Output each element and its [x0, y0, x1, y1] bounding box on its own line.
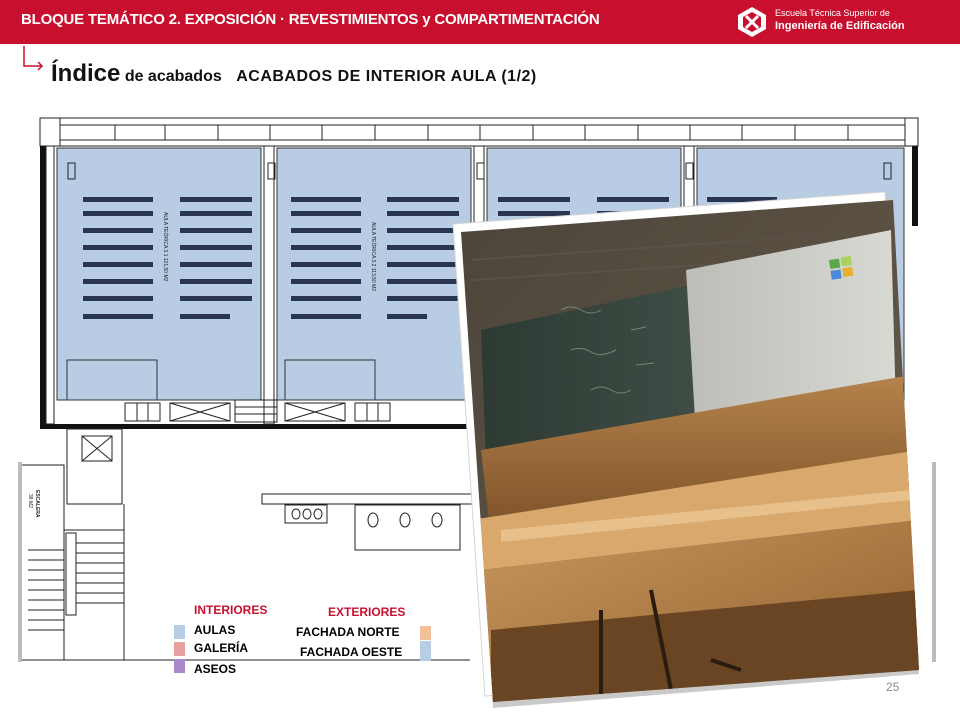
legend-label-aulas: AULAS: [194, 623, 236, 637]
legend-exteriores-title: EXTERIORES: [328, 605, 406, 619]
legend-label-galeria: GALERÍA: [194, 641, 248, 655]
title-main: Índice: [51, 60, 121, 87]
window-mullions: [115, 125, 848, 140]
wc-fixtures: [292, 509, 442, 527]
aula-1-fill: [57, 148, 261, 400]
title-connector: de acabados: [124, 68, 222, 85]
stair-label: ESCALERA: [34, 490, 40, 518]
legend-label-fachada-norte: FACHADA NORTE: [296, 625, 400, 639]
legend-swatch-fachada-oeste: [420, 641, 431, 661]
stair-area-label: 38 M2: [27, 494, 33, 508]
legend-label-fachada-oeste: FACHADA OESTE: [300, 645, 403, 659]
title-subtitle: ACABADOS DE INTERIOR AULA (1/2): [236, 68, 537, 85]
classroom-photo: [447, 190, 927, 710]
aula-2-label: AULA TEÓRICA 3.2 113,50 M2: [370, 222, 376, 292]
school-name-line1: Escuela Técnica Superior de: [775, 8, 890, 18]
legend-swatch-galeria: [174, 642, 185, 656]
legend-swatch-aseos: [174, 659, 185, 673]
aula-1-label: AULA TEÓRICA 3.1 121,50 M2: [162, 212, 168, 282]
legend-swatch-aulas: [174, 625, 185, 639]
header-title: BLOQUE TEMÁTICO 2. EXPOSICIÓN · REVESTIMIENTOS y COMPARTIMENTACIÓN: [21, 11, 600, 28]
legend-label-aseos: ASEOS: [194, 662, 237, 676]
page-number: 25: [886, 680, 900, 694]
legend-swatch-fachada-norte: [420, 626, 431, 640]
school-name-line2: Ingeniería de Edificación: [775, 20, 905, 32]
legend-interiores-title: INTERIORES: [194, 603, 268, 617]
